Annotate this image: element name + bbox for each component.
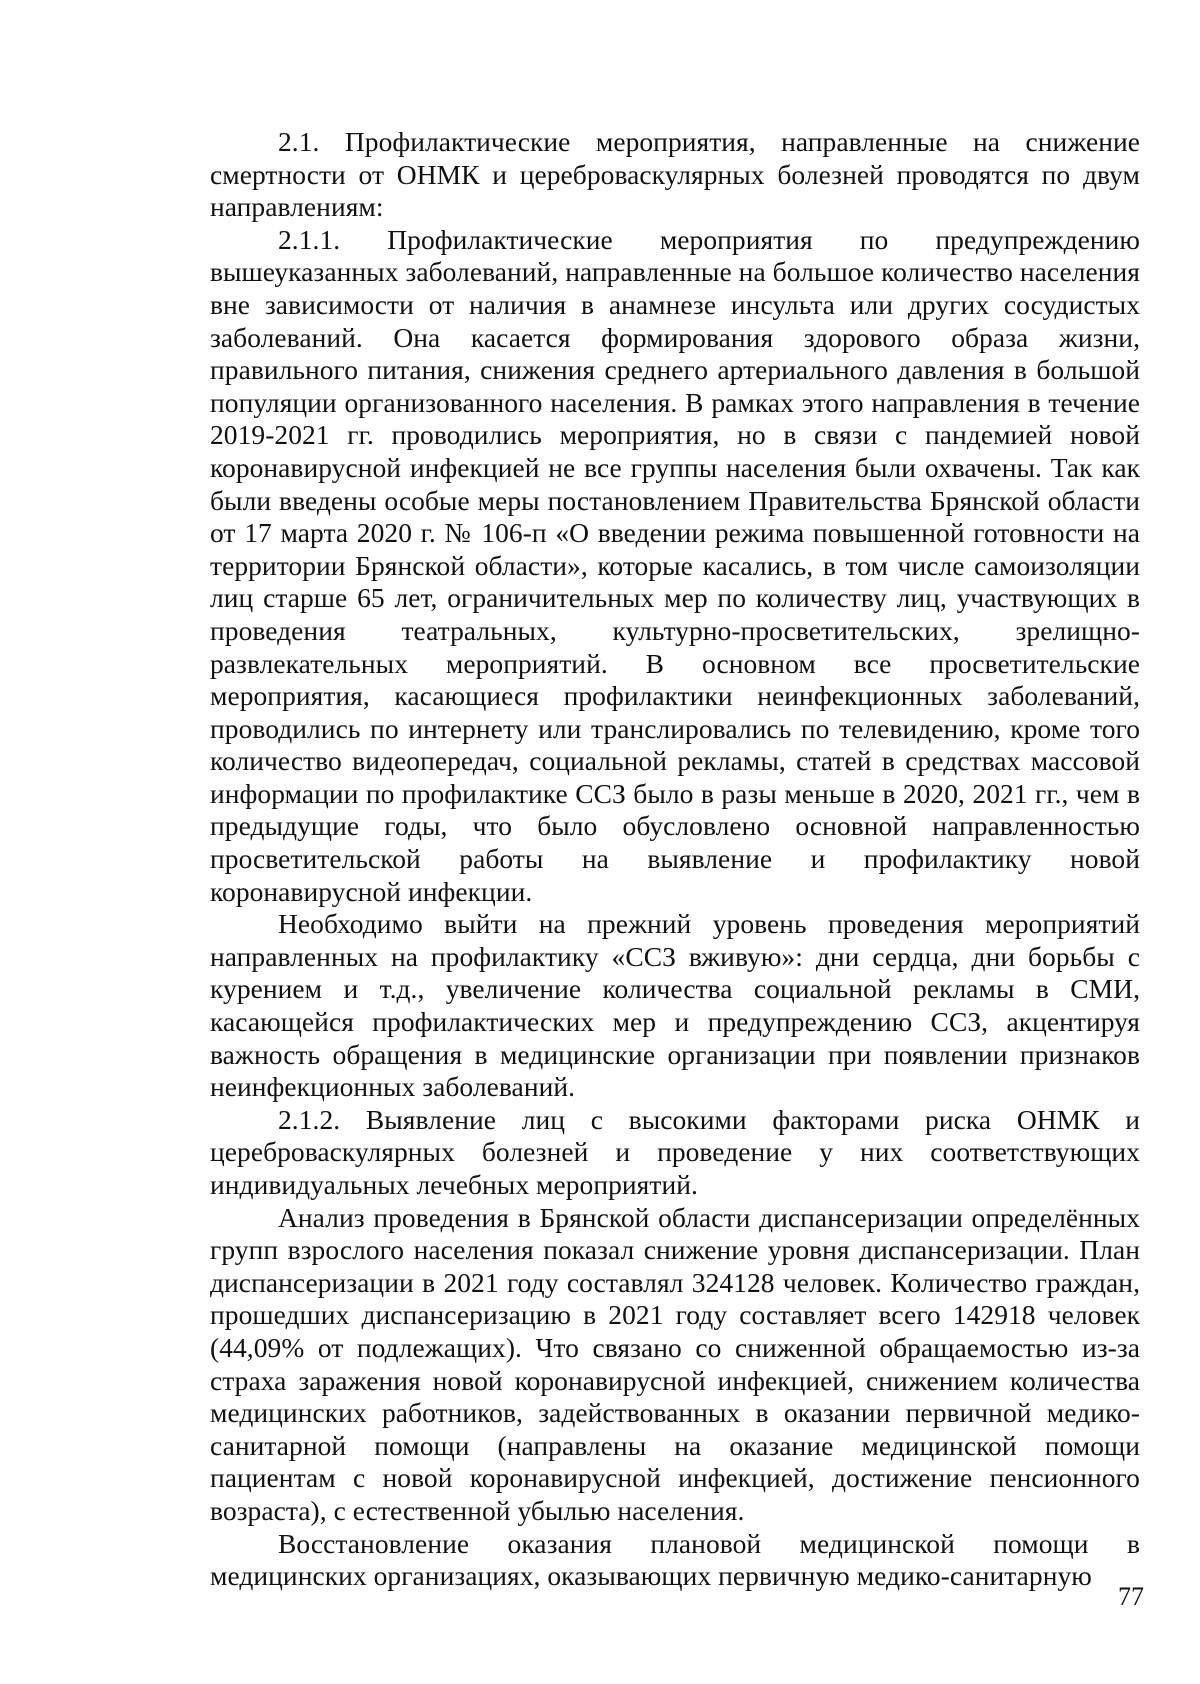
document-body (210, 126, 1140, 1593)
paragraph-analysis: Анализ проведения в Брянской области диспансеризации определённых групп взрослого населения показал снижение уровня диспансеризации. План диспансеризации в 2021 году составлял 324128 человек. Количество граждан, прошедших диспансеризацию в 2021 году составляет всего 142918 человек (44,09% от подлежащих). Что связано со сниженной обращаемостью из-за страха заражения новой коронавирусной инфекцией, снижением количества медицинских работников, задействованных в оказании первичной медико-санитарной помощи (направлены на оказание медицинской помощи пациентам с новой коронавирусной инфекцией, достижение пенсионного возраста), с естественной убылью населения. (210, 1201, 1140, 1526)
paragraph-2-1-2: 2.1.2. Выявление лиц с высокими факторами риска ОНМК и цереброваскулярных болезней и проведение у них соответствующих индивидуальных лечебных мероприятий. (210, 1103, 1140, 1200)
paragraph-necessity: Необходимо выйти на прежний уровень проведения мероприятий направленных на профилактику «ССЗ вживую»: дни сердца, дни борьбы с курением и т.д., увеличение количества социальной рекламы в СМИ, касающейся профилактических мер и предупреждению ССЗ, акцентируя важность обращения в медицинские организации при появлении признаков неинфекционных заболеваний. (210, 908, 1140, 1103)
page-number: 77 (1118, 1582, 1144, 1611)
paragraph-2-1-1: 2.1.1. Профилактические мероприятия по предупреждению вышеуказанных заболеваний, направленные на большое количество населения вне зависимости от наличия в анамнезе инсульта или других сосудистых заболеваний. Она касается формирования здорового образа жизни, правильного питания, снижения среднего артериального давления в большой популяции организованного населения. В рамках этого направления в течение 2019-2021 гг. проводились мероприятия, но в связи с пандемией новой коронавирусной инфекцией не все группы населения были охвачены. Так как были введены особые меры постановлением Правительства Брянской области от 17 марта 2020 г. № 106-п «О введении режима повышенной готовности на территории Брянской области», которые касались, в том числе самоизоляции лиц старше 65 лет, ограничительных мер по количеству лиц, участвующих в проведения театральных, культурно-просветительских, зрелищно-развлекательных мероприятий. В основном все просветительские мероприятия, касающиеся профилактики неинфекционных заболеваний, проводились по интернету или транслировались по телевидению, кроме того количество видеопередач, социальной рекламы, статей в средствах массовой информации по профилактике ССЗ было в разы меньше в 2020, 2021 гг., чем в предыдущие годы, что было обусловлено основной направленностью просветительской работы на выявление и профилактику новой коронавирусной инфекции. (210, 223, 1140, 907)
paragraph-restoration: Восстановление оказания плановой медицинской помощи в медицинских организациях, оказывающих первичную медико-санитарную (210, 1527, 1140, 1592)
paragraph-2-1: 2.1. Профилактические мероприятия, направленные на снижение смертности от ОНМК и цереброваскулярных болезней проводятся по двум направлениям: (210, 126, 1140, 223)
